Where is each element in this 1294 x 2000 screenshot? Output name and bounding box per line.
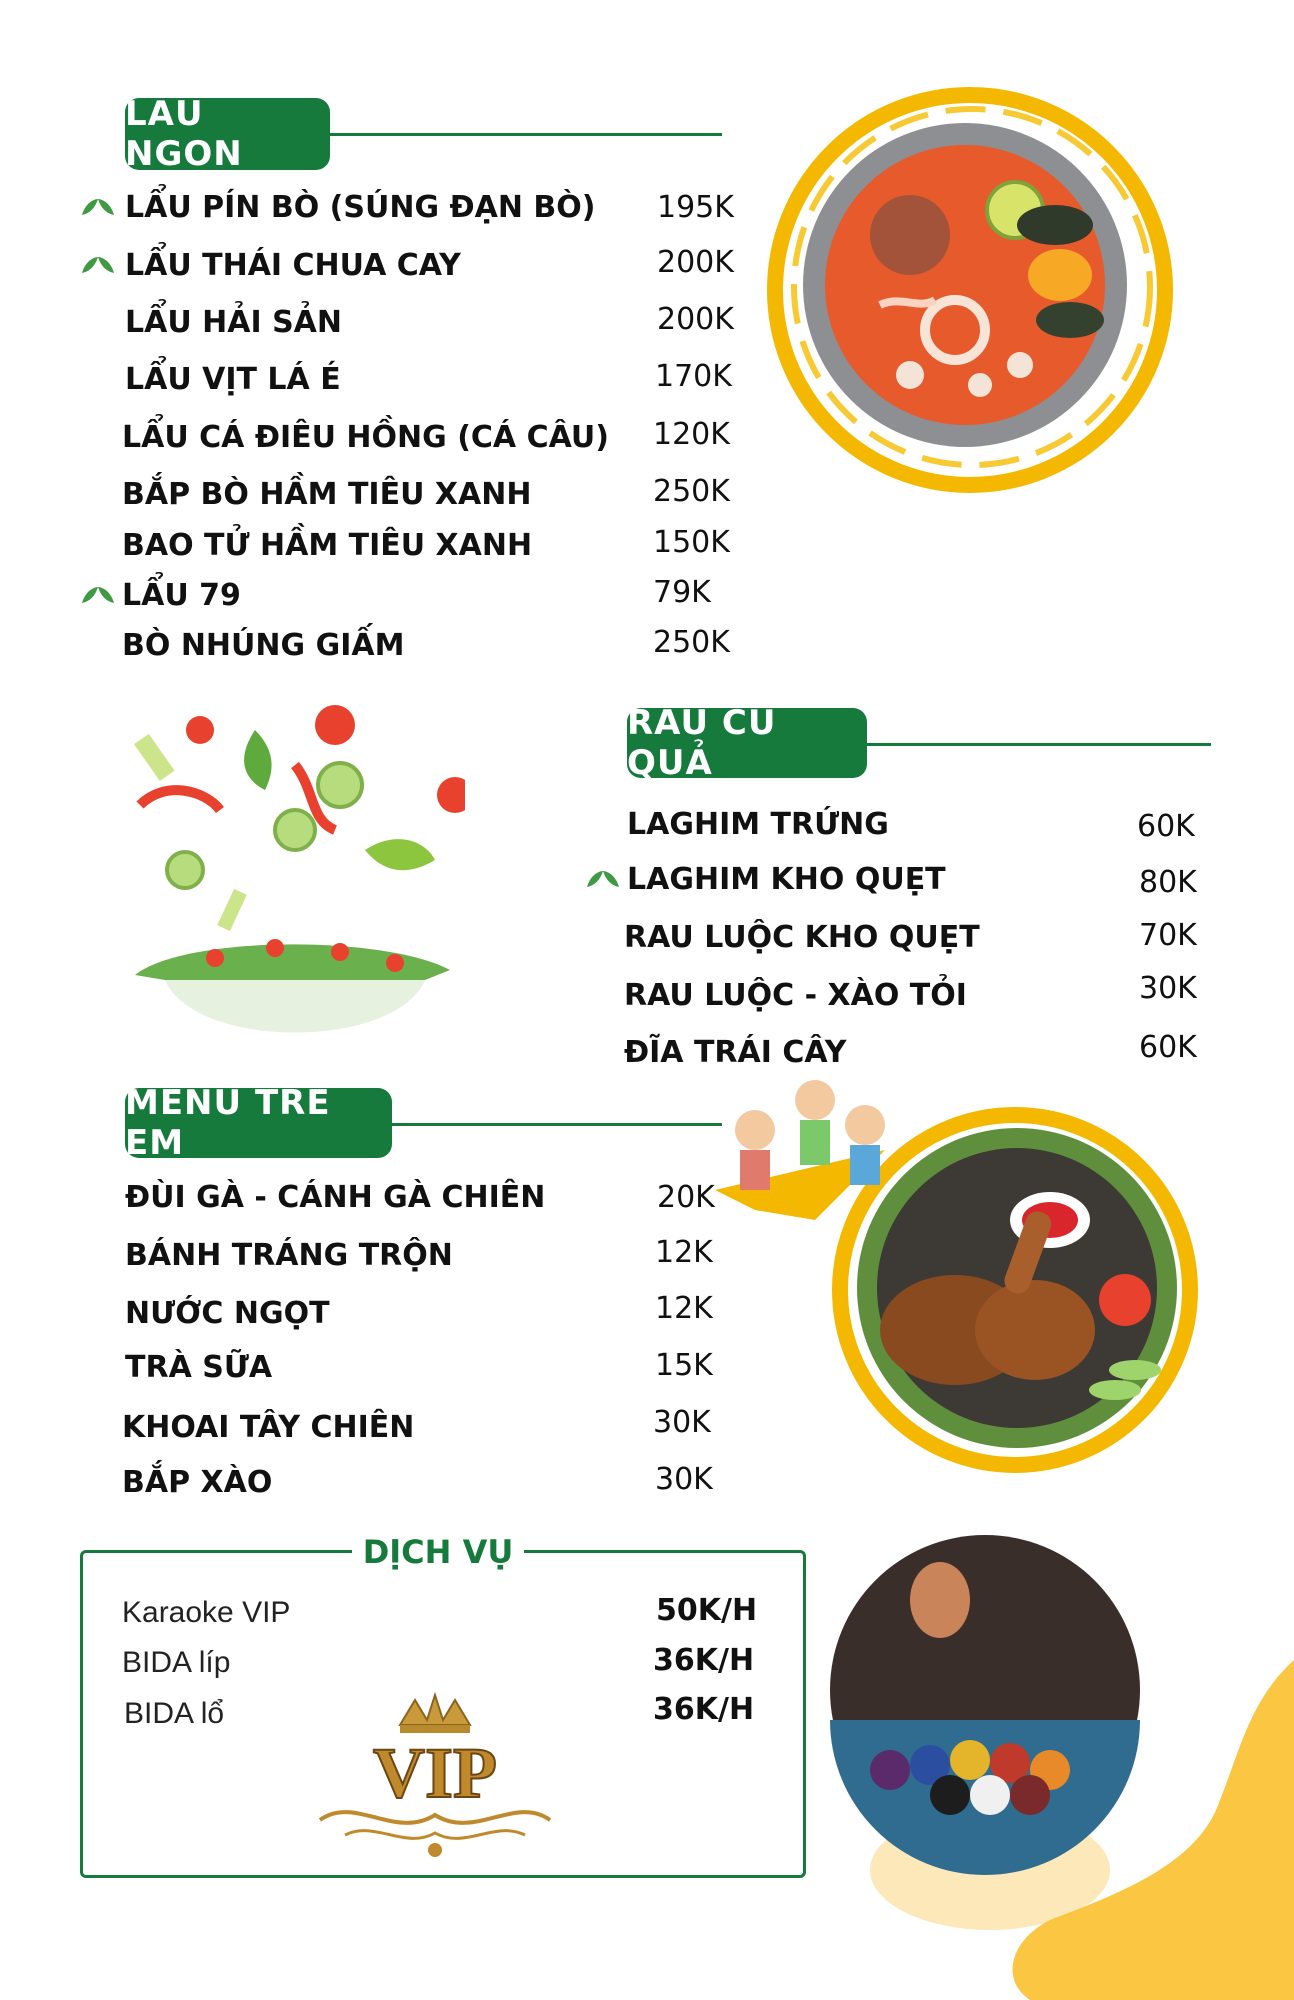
menu-item-price: 250K [653,625,730,660]
menu-item-name: BẮP XÀO [122,1465,273,1500]
menu-item-price: 30K [655,1462,713,1497]
menu-item-name: TRÀ SỮA [125,1350,273,1385]
menu-item-price: 80K [1139,865,1197,900]
menu-item-name: LẨU 79 [122,578,241,613]
section-rule-kids [392,1123,722,1126]
leaf-icon [80,197,116,219]
section-title-kids [125,1083,392,1163]
menu-item-name: ĐĨA TRÁI CÂY [624,1035,847,1070]
service-item-price: 36K/H [653,1692,755,1727]
menu-item-name: LẨU THÁI CHUA CAY [125,248,461,283]
hotpot-image [760,75,1180,505]
menu-item-name: LAGHIM TRỨNG [627,807,889,842]
vip-logo [305,1685,565,1865]
service-item-name: Karaoke VIP [122,1596,291,1629]
menu-item-price: 195K [657,190,734,225]
menu-item-price: 170K [655,359,732,394]
menu-item-price: 200K [657,245,734,280]
menu-item-price: 15K [655,1348,713,1383]
vip-logo-text: VIP [373,1733,497,1813]
section-rule-rau [867,743,1211,746]
section-title-rau [627,703,867,783]
menu-item-price: 70K [1139,918,1197,953]
service-title [352,1530,524,1574]
menu-item-name: BẮP BÒ HẦM TIÊU XANH [122,477,532,512]
leaf-icon [80,585,116,607]
menu-item-name: LẨU VỊT LÁ É [125,362,341,397]
section-title-lau-text: LẨU NGON [125,94,243,174]
menu-item-name: KHOAI TÂY CHIÊN [122,1410,415,1445]
fried-chicken-image [715,1070,1215,1480]
menu-item-name: RAU LUỘC KHO QUẸT [624,920,980,955]
service-item-name: BIDA lổ [124,1697,225,1730]
menu-item-name: BÁNH TRÁNG TRỘN [125,1238,453,1273]
menu-item-name: ĐÙI GÀ - CÁNH GÀ CHIÊN [125,1180,546,1215]
menu-item-price: 200K [657,302,734,337]
menu-item-price: 20K [657,1180,715,1215]
menu-item-name: LẨU CÁ ĐIÊU HỒNG (CÁ CÂU) [122,420,609,455]
section-title-kids-text: MENU TRẺ EM [125,1083,331,1163]
menu-item-price: 60K [1139,1030,1197,1065]
menu-item-price: 12K [655,1235,713,1270]
service-title-text: DỊCH VỤ [362,1533,514,1571]
menu-item-price: 30K [1139,971,1197,1006]
service-item-price: 50K/H [656,1593,758,1628]
menu-item-name: LẨU PÍN BÒ (SÚNG ĐẠN BÒ) [125,190,596,225]
menu-item-price: 12K [655,1291,713,1326]
decorative-wave [990,1660,1294,2000]
menu-item-price: 250K [653,474,730,509]
menu-item-name: LẨU HẢI SẢN [125,305,343,340]
service-item-name: BIDA líp [122,1646,231,1679]
menu-item-price: 30K [653,1405,711,1440]
section-rule-lau [330,133,722,136]
menu-item-name: BAO TỬ HẦM TIÊU XANH [122,528,533,563]
menu-item-price: 120K [653,417,730,452]
menu-item-name: NƯỚC NGỌT [125,1296,330,1331]
menu-item-name: LAGHIM KHO QUẸT [627,862,946,897]
menu-item-price: 79K [653,575,711,610]
menu-item-price: 150K [653,525,730,560]
salad-image [125,680,465,1070]
menu-item-name: BÒ NHÚNG GIẤM [122,628,405,663]
leaf-icon [80,255,116,277]
menu-item-name: RAU LUỘC - XÀO TỎI [624,978,967,1013]
menu-item-price: 60K [1137,809,1195,844]
leaf-icon [585,869,621,891]
section-title-lau [125,94,330,174]
section-title-rau-text: RAU CỦ QUẢ [627,703,777,783]
service-item-price: 36K/H [653,1643,755,1678]
